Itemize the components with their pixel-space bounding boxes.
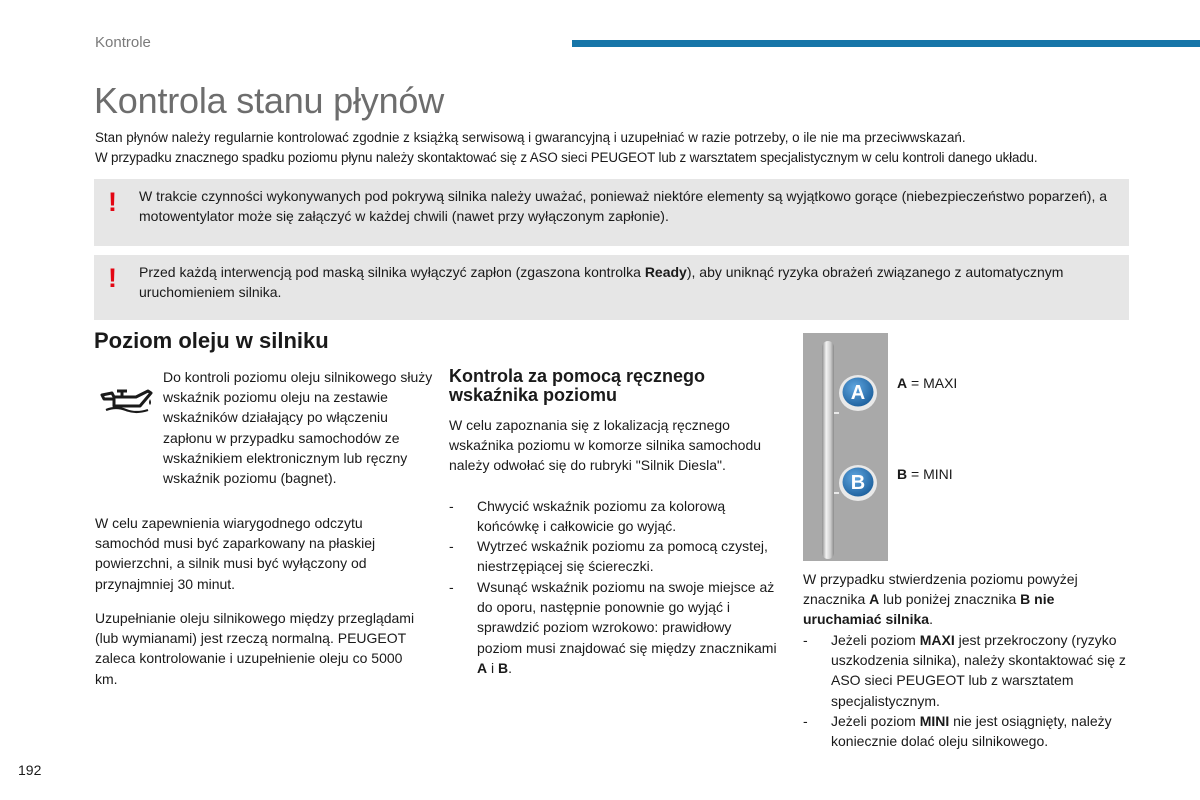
list-dash: - (803, 713, 808, 729)
marker-a-ref: A (477, 659, 488, 676)
warning-icon: ! (108, 263, 117, 293)
intro-line-1: Stan płynów należy regularnie kontrolować zgodnie z książką serwisową i gwarancyjną i uzupełniać w razie potrzeby, o ile nie ma przeciwwskazań. (95, 130, 966, 145)
header-bar (572, 40, 1200, 47)
dipstick-drawing (803, 333, 888, 561)
note-item-part: nie jest osiągnięty, należy koniecznie dolać oleju silnikowego. (831, 713, 1112, 750)
level-warning-note (803, 569, 1133, 630)
list-dash: - (449, 498, 454, 514)
marker-b-ref: B (498, 659, 509, 676)
page-title: Kontrola stanu płynów (94, 80, 445, 121)
warning-box-ignition (94, 255, 1129, 320)
warning-text (139, 262, 1119, 302)
note-item-part: Jeżeli poziom (831, 632, 920, 648)
marker-a-label (897, 375, 957, 391)
step-text-part: . (508, 659, 513, 676)
warning-text-part: Przed każdą interwencją pod maską silnika wyłączyć zapłon (zgaszona kontrolka (139, 264, 645, 280)
note-text-part: lub poniżej znacznika (879, 591, 1021, 608)
marker-a-badge (839, 375, 877, 411)
dipstick-rod (822, 341, 834, 559)
marker-a-letter-label: A (897, 375, 908, 391)
note-mini: MINI (919, 713, 950, 729)
marker-b-letter: B (850, 472, 866, 494)
step-text (477, 577, 777, 678)
step-text: Wytrzeć wskaźnik poziomu za pomocą czystej, niestrzępiącej się ściereczki. (477, 538, 768, 575)
note-text-part: W przypadku stwierdzenia poziomu powyżej znacznika (803, 571, 1078, 608)
image-background (803, 333, 888, 561)
manual-check-intro: W celu zapoznania się z lokalizacją ręcznego wskaźnika poziomu w komorze silnika samochodu należy odwołać się do rubryki "Silnik Diesla". (449, 417, 762, 474)
warning-icon: ! (108, 187, 117, 217)
note-marker-a: A (869, 591, 880, 608)
step-text-part: i (487, 659, 499, 676)
marker-b-label (897, 466, 953, 482)
section-label: Kontrole (95, 34, 151, 51)
note-maxi: MAXI (919, 632, 955, 648)
intro-line-2: W przypadku znacznego spadku poziomu płynu należy skontaktować się z ASO sieci PEUGEOT lub z warsztatem specjalistycznym w celu kontroli danego układu. (95, 150, 1038, 165)
marker-a-letter: A (850, 382, 866, 404)
step-text-part: Wsunąć wskaźnik poziomu na swoje miejsce aż do oporu, następnie ponownie go wyjąć i sprawdzić poziom wzrokowo: prawidłowy poziom musi znajdować się między znacznikami (477, 579, 777, 656)
note-item-part: jest przekroczony (ryzyko uszkodzenia silnika), należy skontaktować się z ASO sieci PEUGEOT lub z warsztatem specjalistycznym. (831, 632, 1126, 709)
ready-indicator-name: Ready (644, 264, 687, 280)
list-dash: - (449, 538, 454, 554)
list-dash: - (449, 579, 454, 595)
warning-text: W trakcie czynności wykonywanych pod pokrywą silnika należy uważać, ponieważ niektóre elementy są wyjątkowo gorące (niebezpieczeństwo poparzeń), a motowentylator może się załączyć w każdej chwili (nawet przy wyłączonym zapłonie). (139, 188, 1108, 224)
marker-b-badge (839, 465, 877, 501)
manual-check-heading: Kontrola za pomocą ręcznego wskaźnika poziomu (449, 366, 706, 405)
oil-topup-advice: Uzupełnianie oleju silnikowego między przeglądami (lub wymianami) jest rzeczą normalną. PEUGEOT zaleca kontrolowanie i uzupełnienie oleju co 5000 km. (95, 610, 415, 687)
note-text-part: . (929, 611, 933, 628)
oil-level-heading: Poziom oleju w silniku (94, 328, 329, 353)
dipstick-illustration (803, 333, 888, 561)
warning-text-part: ), aby uniknąć ryzyka obrażeń związanego z automatycznym uruchomieniem silnika. (139, 264, 1064, 300)
oil-can-icon (100, 386, 154, 414)
note-item-text (831, 630, 1136, 711)
marker-a-meaning: = MAXI (907, 375, 958, 391)
oil-intro-text: Do kontroli poziomu oleju silnikowego służy wskaźnik poziomu oleju na zestawie wskaźników działający po włączeniu zapłonu w przypadku samochodów ze wskaźnikiem elektronicznym lub ręczny wskaźnik poziomu (bagnet). (163, 369, 433, 487)
warning-box-heat (94, 179, 1129, 246)
marker-b-letter-label: B (897, 466, 908, 482)
step-text: Chwycić wskaźnik poziomu za kolorową końcówkę i całkowicie go wyjąć. (477, 498, 726, 535)
note-do-not-start: B nie uruchamiać silnika (803, 591, 1055, 628)
marker-b-meaning: = MINI (907, 466, 953, 482)
note-item-text (831, 711, 1136, 751)
note-item-part: Jeżeli poziom (831, 713, 920, 729)
list-dash: - (803, 632, 808, 648)
page-number: 192 (18, 762, 42, 778)
oil-reading-conditions: W celu zapewnienia wiarygodnego odczytu samochód musi być zaparkowany na płaskiej powierzchni, a silnik musi być wyłączony od przynajmniej 30 minut. (95, 515, 376, 592)
